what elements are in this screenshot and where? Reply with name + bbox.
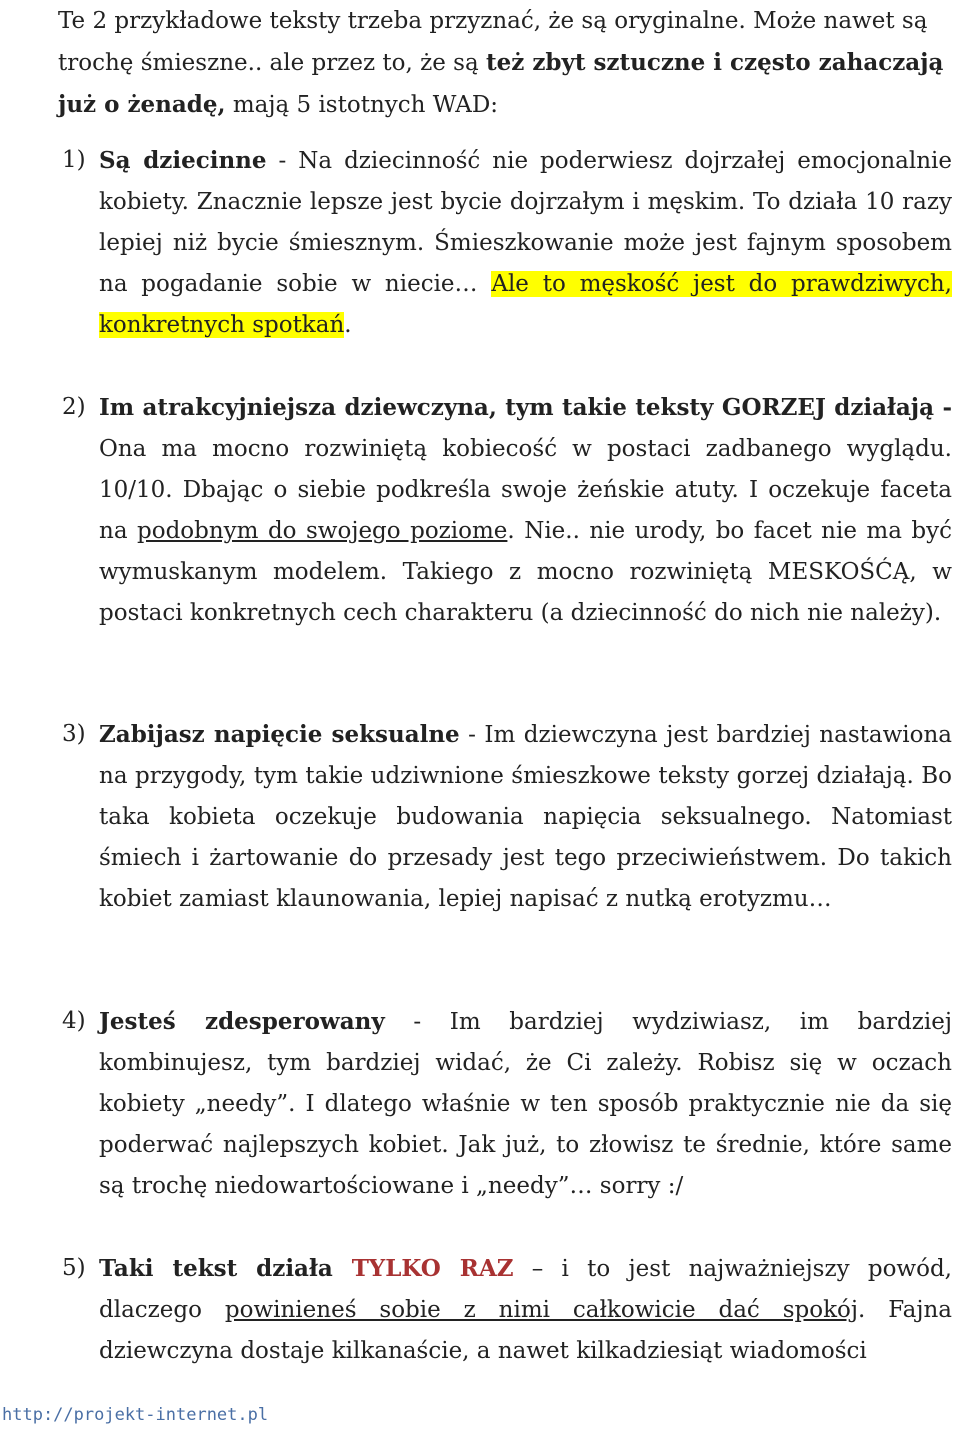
list-item-5: [58, 1248, 952, 1372]
list-number: 1): [62, 147, 86, 173]
item-text-end: . Fajna dziewczyna dostaje kilkanaście, a nawet kilkadziesiąt wiadomości: [99, 1297, 952, 1364]
list-item-2: [58, 387, 952, 634]
underlined-text: podobnym do swojego poziome: [137, 518, 508, 544]
item-bold-heading: Im atrakcyjniejsza dziewczyna, tym takie teksty GORZEJ działają -: [99, 394, 952, 421]
list-item-3: [58, 714, 952, 920]
list-item-4: [58, 1001, 952, 1207]
highlighted-text: Ale to męskość jest do prawdziwych, konkretnych spotkań: [99, 271, 952, 338]
list-number: 5): [62, 1255, 86, 1281]
item-bold-heading: Jesteś zdesperowany: [99, 1008, 385, 1035]
intro-paragraph: [58, 1, 952, 126]
intro-text: Te 2 przykładowe teksty trzeba przyznać, że są oryginalne. Może nawet są trochę śmieszne.. ale przez to, że są: [58, 8, 928, 76]
item-text-end: . Nie.. nie urody, bo facet nie ma być wymuskanym modelem. Takiego z mocno rozwiniętą MESKOŚĆĄ, w postaci konkretnych cech charakteru (a dziecinność do nich nie należy).: [99, 518, 953, 626]
item-bold-heading: Są dziecinne: [99, 147, 267, 174]
item-text: - Na dziecinność nie poderwiesz dojrzałej emocjonalnie kobiety. Znacznie lepsze jest bycie dojrzałym i męskim. To działa 10 razy lepiej niż bycie śmiesznym. Śmieszkowanie może jest fajnym sposobem na pogadanie sobie w niecie…: [99, 148, 952, 297]
red-emphasis-text: TYLKO RAZ: [351, 1255, 514, 1282]
item-bold-heading: Taki tekst działa: [99, 1255, 352, 1282]
item-bold-heading: Zabijasz napięcie seksualne: [99, 721, 460, 748]
item-text: - Im bardziej wydziwiasz, im bardziej kombinujesz, tym bardziej widać, że Ci zależy. Robisz się w oczach kobiety „needy”. I dlatego właśnie w ten sposób praktycznie nie da się poderwać najlepszych kobiet. Jak już, to złowisz te średnie, które same są trochę niedowartościowane i „needy”… sorry :/: [99, 1009, 952, 1199]
list-number: 2): [62, 394, 86, 420]
list-item-1: [58, 140, 952, 346]
item-text: - Im dziewczyna jest bardziej nastawiona na przygody, tym takie udziwnione śmieszkowe teksty gorzej działają. Bo taka kobieta oczekuje budowania napięcia seksualnego. Natomiast śmiech i żartowanie do przesady jest tego przeciwieństwem. Do takich kobiet zamiast klaunowania, lepiej napisać z nutką erotyzmu…: [99, 722, 952, 912]
item-text: – i to jest najważniejszy powód, dlaczego: [99, 1256, 952, 1323]
list-number: 3): [62, 721, 86, 747]
footer-url-link[interactable]: http://projekt-internet.pl: [2, 1405, 269, 1425]
list-number: 4): [62, 1008, 86, 1034]
underlined-text: powinieneś sobie z nimi całkowicie dać spokój: [224, 1297, 859, 1323]
intro-bold-text: też zbyt sztuczne i często zahaczają już o żenadę,: [58, 49, 944, 118]
intro-text-end: mają 5 istotnych WAD:: [225, 92, 499, 118]
item-text: Ona ma mocno rozwiniętą kobiecość w postaci zadbanego wyglądu. 10/10. Dbając o siebie podkreśla swoje żeńskie atuty. I oczekuje faceta na: [99, 436, 952, 544]
item-text-end: .: [344, 312, 352, 338]
